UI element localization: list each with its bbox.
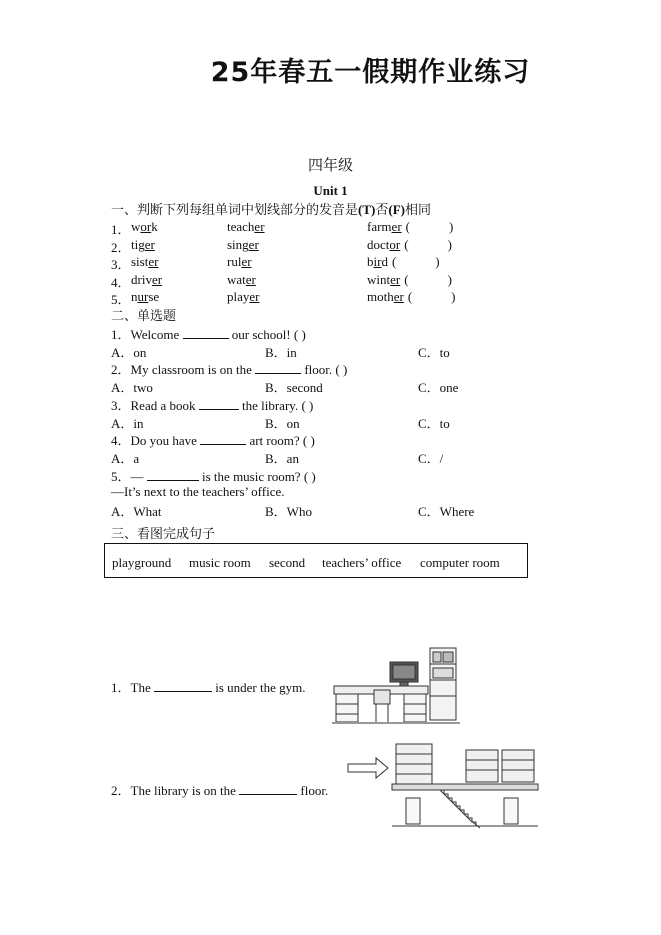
option-b[interactable]: B．an <box>265 451 299 466</box>
picture-question-2: 2．The library is on the floor. <box>111 783 329 798</box>
answer-paren[interactable]: ( ) <box>404 272 452 287</box>
section1-heading: 一、判断下列每组单词中划线部分的发音是(T)否(F)相同 <box>111 202 431 218</box>
option-b[interactable]: B．Who <box>265 504 312 519</box>
item-number: 2． <box>111 240 131 255</box>
phonics-word: ruler <box>227 254 252 269</box>
phonics-word: driver <box>131 272 163 287</box>
option-a[interactable]: A．a <box>111 451 140 466</box>
item-number: 5． <box>111 292 131 307</box>
item-number: 1． <box>111 222 131 237</box>
phonics-word: doctor ( ) <box>367 237 452 252</box>
word-bank-item: second <box>269 555 306 570</box>
underlined-letters: er <box>151 272 163 287</box>
answer-blank[interactable] <box>183 327 229 339</box>
option-c[interactable]: C．to <box>418 345 450 360</box>
section3-heading: 三、看图完成句子 <box>111 527 216 542</box>
question-5: 5．— is the music room? ( ) <box>111 469 316 484</box>
picture-question-1: 1．The is under the gym. <box>111 680 306 695</box>
word-bank-item: computer room <box>420 555 500 570</box>
question-3: 3．Read a book the library. ( ) <box>111 398 314 413</box>
phonics-word: teacher <box>227 219 265 234</box>
underlined-letters: ur <box>137 289 149 304</box>
item-number: 3． <box>111 257 131 272</box>
underlined-letters: ir <box>373 254 382 269</box>
grade-label: 四年级 <box>307 156 353 174</box>
option-b[interactable]: B．in <box>265 345 297 360</box>
underlined-letters: er <box>248 237 259 252</box>
question-1: 1．Welcome our school! ( ) <box>111 327 306 342</box>
phonics-word: water <box>227 272 256 287</box>
word-bank-item: teachers’ office <box>322 555 402 570</box>
question-5-reply: —It’s next to the teachers’ office. <box>111 484 285 499</box>
underlined-letters: er <box>249 289 260 304</box>
phonics-word: sister <box>131 254 159 269</box>
option-a[interactable]: A．in <box>111 416 144 431</box>
phonics-word: winter ( ) <box>367 272 452 287</box>
phonics-word: mother ( ) <box>367 289 456 304</box>
word-bank-item: music room <box>189 555 251 570</box>
option-a[interactable]: A．two <box>111 380 153 395</box>
option-b[interactable]: B．on <box>265 416 300 431</box>
phonics-word: singer <box>227 237 259 252</box>
answer-blank[interactable] <box>200 433 246 445</box>
phonics-word: farmer ( ) <box>367 219 454 234</box>
underlined-letters: er <box>390 272 401 287</box>
answer-paren[interactable]: ( ) <box>407 289 456 304</box>
option-a[interactable]: A．on <box>111 345 147 360</box>
phonics-word: bird ( ) <box>367 254 440 269</box>
option-c[interactable]: C．one <box>418 380 459 395</box>
option-a[interactable]: A．What <box>111 504 162 519</box>
underlined-letters: er <box>245 272 256 287</box>
word-bank-box <box>104 543 528 578</box>
underlined-letters: er <box>393 289 404 304</box>
computer-room-illustration <box>330 644 462 726</box>
phonics-word: tiger <box>131 237 155 252</box>
item-number: 4． <box>111 275 131 290</box>
answer-blank[interactable] <box>154 680 212 692</box>
answer-paren[interactable]: ( ) <box>404 237 452 252</box>
underlined-letters: or <box>140 219 152 234</box>
underlined-letters: er <box>144 237 155 252</box>
underlined-letters: er <box>254 219 265 234</box>
answer-blank[interactable] <box>255 362 301 374</box>
underlined-letters: er <box>148 254 159 269</box>
question-4: 4．Do you have art room? ( ) <box>111 433 315 448</box>
phonics-word: nurse <box>131 289 160 304</box>
underlined-letters: or <box>389 237 401 252</box>
library-illustration <box>340 740 540 832</box>
unit-label: Unit 1 <box>313 183 348 198</box>
answer-blank[interactable] <box>199 398 239 410</box>
answer-paren[interactable]: ( ) <box>391 254 440 269</box>
answer-blank[interactable] <box>147 469 199 481</box>
option-c[interactable]: C．/ <box>418 451 444 466</box>
answer-blank[interactable] <box>239 783 297 795</box>
phonics-word: player <box>227 289 260 304</box>
option-b[interactable]: B．second <box>265 380 323 395</box>
option-c[interactable]: C．Where <box>418 504 475 519</box>
underlined-letters: er <box>391 219 402 234</box>
answer-paren[interactable]: ( ) <box>405 219 454 234</box>
option-c[interactable]: C．to <box>418 416 450 431</box>
word-bank-item: playground <box>112 555 172 570</box>
page-title: 25年春五一假期作业练习 <box>210 57 531 88</box>
underlined-letters: er <box>241 254 252 269</box>
phonics-word: work <box>131 219 158 234</box>
section2-heading: 二、单选题 <box>111 309 177 324</box>
question-2: 2．My classroom is on the floor. ( ) <box>111 362 348 377</box>
